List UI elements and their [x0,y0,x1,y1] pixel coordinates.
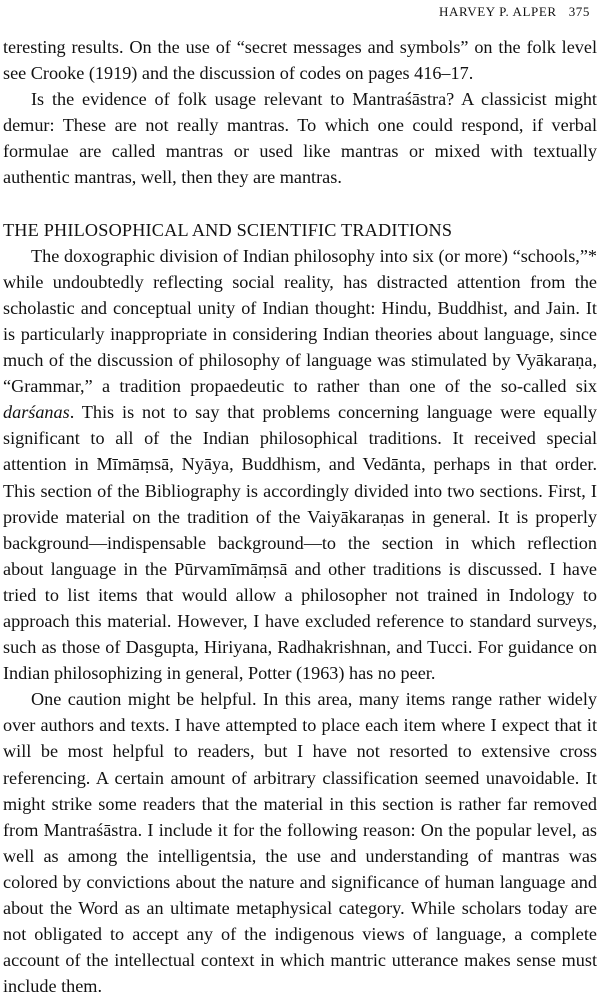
page-number: 375 [568,4,590,19]
paragraph-continued: teresting results. On the use of “secret messages and symbols” on the folk level see Crooke (1919) and the discussion of codes on pages 416–17. [3,37,597,84]
header-author: HARVEY P. ALPER [439,4,557,19]
paragraph-doxographic-part-b: . This is not to say that problems concerning language were equally significant to all of the Indian philosophical traditions. It received special attention in Mīmāṃsā, Nyāya, Buddhism, and Vedānta, perhaps in that order. This section of the Bibliography is accordingly divided into two sections. First, I provide material on the tradition of the Vaiyākaraṇas in general. It is properly background—indispensable background—to the section in which reflection about language in the Pūrvamīmāṃsā and other traditions is discussed. I have tried to list items that would allow a philosopher not trained in Indology to approach this material. However, I have excluded reference to standard surveys, such as those of Dasgupta, Hiriyana, Radhakrishnan, and Tucci. For guidance on Indian philosophizing in general, Potter (1963) has no peer. [3,402,597,684]
paragraph-doxographic [3,243,597,687]
paragraph-folk-usage: Is the evidence of folk usage relevant to Mantraśāstra? A classicist might demur: These are not really mantras. To which one could respond, if verbal formulae are called mantras or used like mantras or mixed with textually authentic mantras, well, then they are mantras. [3,89,597,188]
section-heading: THE PHILOSOPHICAL AND SCIENTIFIC TRADITIONS [3,219,453,240]
paragraph-caution: One caution might be helpful. In this area, many items range rather widely over authors and texts. I have attempted to place each item where I expect that it will be most helpful to readers, but I have not resorted to extensive cross referencing. A certain amount of arbitrary classification seemed unavoidable. It might strike some readers that the material in this section is rather far removed from Mantraśāstra. I include it for the following reason: On the popular level, as well as among the intelligentsia, the use and understanding of mantras was colored by convictions about the nature and significance of human language and about the Word as an ultimate metaphysical category. While scholars today are not obligated to accept any of the indigenous views of language, a complete account of the intellectual context in which mantric utterance makes sense must include them. [3,689,597,997]
italic-term-darsanas: darśanas [3,402,70,423]
paragraph-doxographic-part-a: The doxographic division of Indian philosophy into six (or more) “schools,”* while undoubtedly reflecting social reality, has distracted attention from the scholastic and conceptual unity of Indian thought: Hindu, Buddhist, and Jain. It is particularly inappropriate in considering Indian theories about language, since much of the discussion of philosophy of language was stimulated by Vyākaraṇa, “Grammar,” a tradition propaedeutic to rather than one of the so-called six [3,245,597,397]
running-header [439,4,590,20]
page-body [3,34,597,999]
